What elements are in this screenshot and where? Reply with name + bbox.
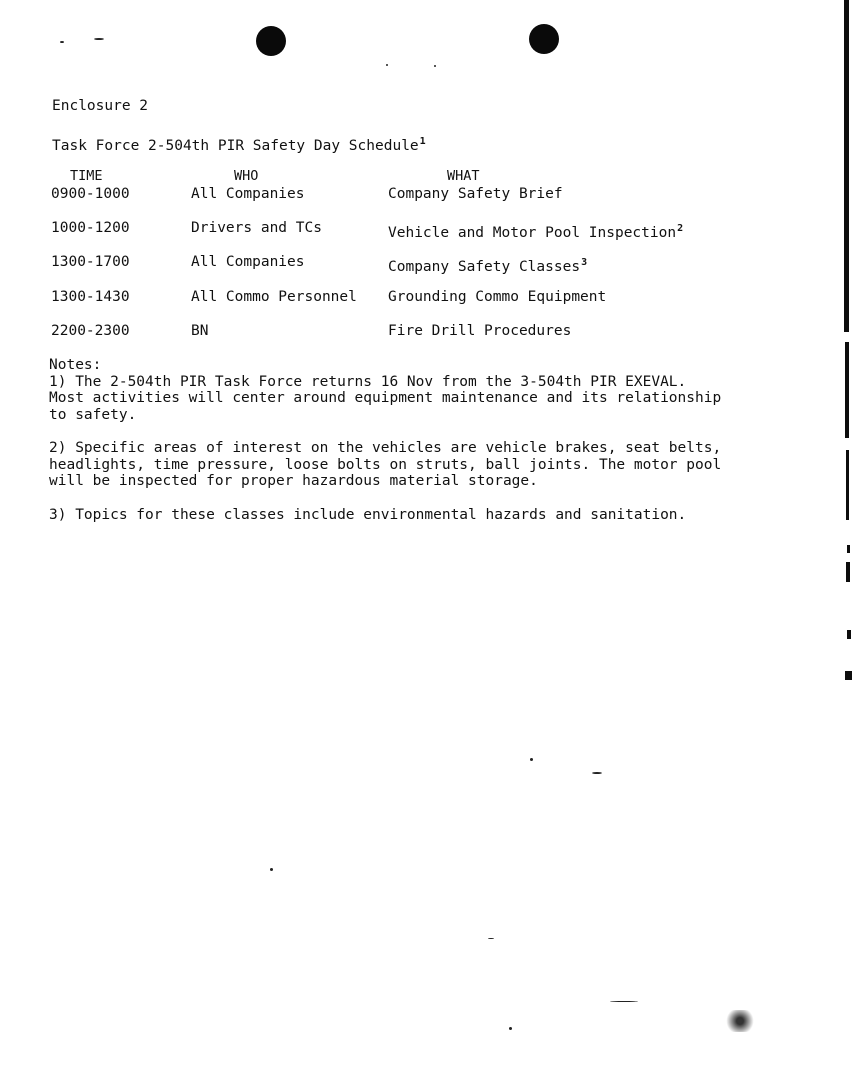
title-footnote-marker: 1 <box>419 136 426 147</box>
scan-speck <box>488 938 494 939</box>
schedule-row-what-text: Company Safety Brief <box>388 186 563 202</box>
scan-edge-mark <box>845 671 852 680</box>
schedule-row-who: Drivers and TCs <box>191 220 322 236</box>
scan-edge-mark <box>844 0 849 332</box>
schedule-row-time: 2200-2300 <box>51 323 130 339</box>
footnote-marker: 2 <box>677 223 684 234</box>
note-item-1: 1) The 2-504th PIR Task Force returns 16 Nov from the 3-504th PIR EXEVAL. Most activities will center around equipment maintenance and its relationship to safety. <box>49 373 722 423</box>
column-header-who: WHO <box>234 168 259 184</box>
punch-hole-right <box>529 24 559 54</box>
schedule-row-time: 1300-1430 <box>51 289 130 305</box>
scan-speck <box>94 38 104 40</box>
notes-section <box>49 357 739 540</box>
scan-edge-mark <box>846 450 849 520</box>
schedule-row-what-text: Company Safety Classes <box>388 258 581 275</box>
schedule-row-what-text: Grounding Commo Equipment <box>388 289 607 305</box>
schedule-row-time: 1000-1200 <box>51 220 130 236</box>
schedule-row-what <box>388 186 563 203</box>
scan-edge-mark <box>847 545 850 553</box>
schedule-row-what <box>388 323 571 340</box>
column-header-what: WHAT <box>447 168 480 184</box>
schedule-row-what <box>388 289 606 306</box>
scan-speck <box>530 758 533 761</box>
schedule-row-who: All Commo Personnel <box>191 289 357 305</box>
schedule-row-who: BN <box>191 323 209 339</box>
scan-speck <box>592 772 602 774</box>
schedule-row-what <box>388 220 683 242</box>
schedule-row-what-text: Fire Drill Procedures <box>388 323 572 339</box>
scan-edge-mark <box>846 562 850 582</box>
enclosure-label: Enclosure 2 <box>52 98 149 114</box>
schedule-row-what <box>388 254 587 276</box>
page-title <box>52 133 426 155</box>
scan-speck <box>434 65 436 67</box>
scan-speck <box>610 1001 638 1002</box>
scan-speck <box>270 868 273 871</box>
footnote-marker: 3 <box>581 257 588 268</box>
scan-speck <box>720 1010 760 1032</box>
note-item-3: 3) Topics for these classes include environmental hazards and sanitation. <box>49 506 687 523</box>
scan-speck <box>60 41 64 43</box>
schedule-row-time: 0900-1000 <box>51 186 130 202</box>
schedule-row-what-text: Vehicle and Motor Pool Inspection <box>388 224 677 241</box>
schedule-row-who: All Companies <box>191 186 305 202</box>
scan-edge-mark <box>847 630 851 639</box>
schedule-row-time: 1300-1700 <box>51 254 130 270</box>
column-header-time: TIME <box>70 168 103 184</box>
page-title-text: Task Force 2-504th PIR Safety Day Schedule <box>52 137 419 154</box>
scan-edge-mark <box>845 342 849 438</box>
scan-speck <box>509 1027 512 1030</box>
note-item-2: 2) Specific areas of interest on the vehicles are vehicle brakes, seat belts, headlights, time pressure, loose bolts on struts, ball joints. The motor pool will be inspected for proper hazardous material storage. <box>49 440 722 489</box>
notes-label: Notes: <box>49 357 102 373</box>
schedule-row-who: All Companies <box>191 254 305 270</box>
scan-speck <box>386 64 388 66</box>
punch-hole-left <box>256 26 286 56</box>
